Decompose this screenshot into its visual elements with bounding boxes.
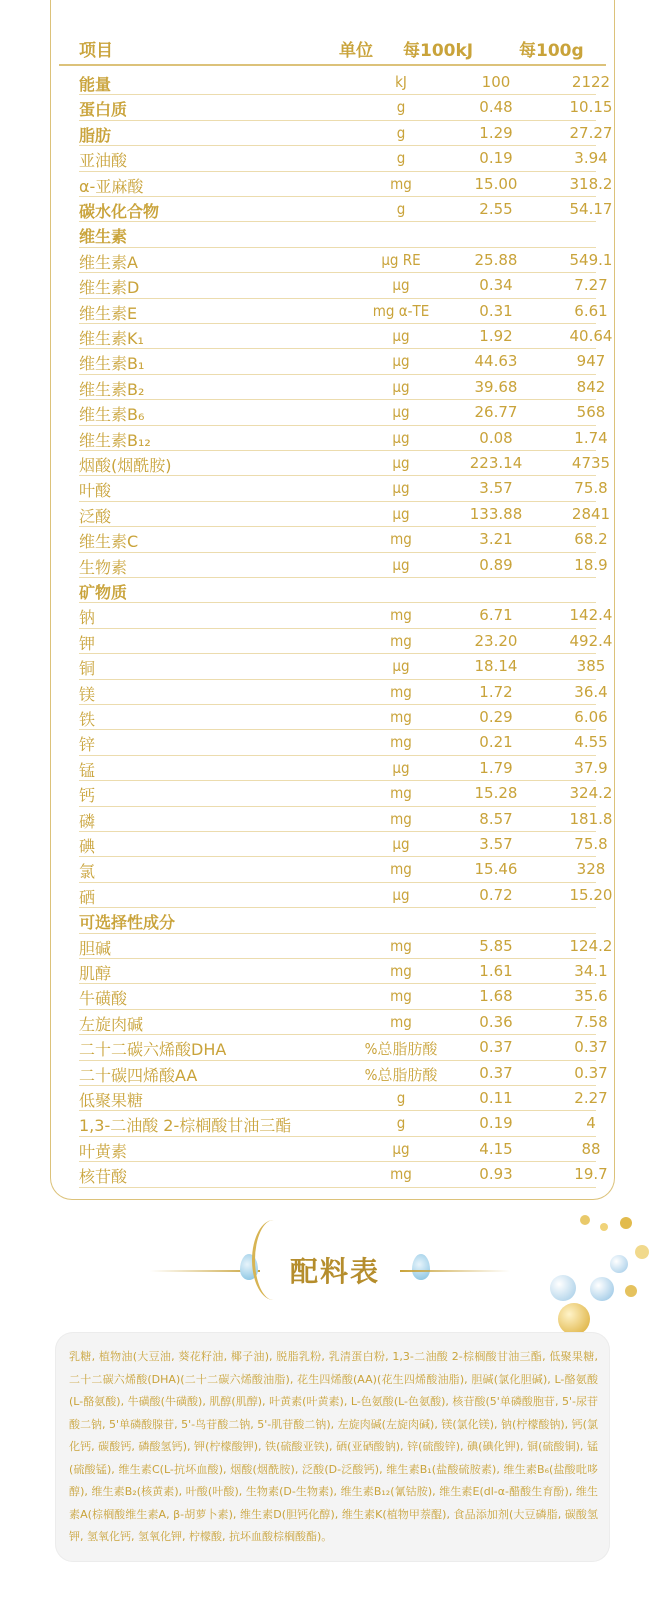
row-per-g: 10.15 <box>569 98 613 117</box>
row-per-g: 88 <box>581 1139 601 1158</box>
row-per-kj: 133.88 <box>469 504 523 523</box>
row-per-g: 324.2 <box>569 784 613 803</box>
row-per-g: 492.4 <box>569 631 613 650</box>
row-name: 硒 <box>79 887 96 907</box>
row-per-kj: 23.20 <box>474 631 518 650</box>
row-name: 维生素D <box>79 278 140 298</box>
row-per-kj: 1.79 <box>479 758 513 777</box>
row-name: 叶黄素 <box>79 1141 128 1161</box>
row-unit: μg <box>392 835 410 853</box>
row-unit: g <box>396 98 406 117</box>
row-per-kj: 5.85 <box>479 936 513 955</box>
table-row <box>51 375 614 400</box>
row-per-kj: 0.93 <box>479 1165 513 1184</box>
row-per-g: 6.61 <box>574 301 608 320</box>
row-unit: mg <box>390 530 412 549</box>
table-row <box>51 629 614 654</box>
row-name: 叶酸 <box>79 481 112 501</box>
row-per-g: 3.94 <box>574 149 608 168</box>
table-row <box>51 1137 614 1162</box>
ingredients-heading <box>150 1240 510 1300</box>
table-row <box>51 730 614 755</box>
row-unit: μg RE <box>381 250 421 269</box>
row-name: 蛋白质 <box>79 100 128 120</box>
row-unit: μg <box>392 1139 410 1158</box>
row-per-g: 318.2 <box>569 174 613 193</box>
row-name: 胆碱 <box>79 938 112 958</box>
row-per-kj: 15.00 <box>474 174 518 193</box>
row-unit: g <box>396 1089 406 1107</box>
table-row <box>51 1086 614 1111</box>
table-row <box>51 273 614 298</box>
row-per-g: 37.9 <box>574 758 608 777</box>
row-per-g: 75.8 <box>574 479 608 498</box>
row-name: 维生素C <box>79 532 139 552</box>
row-name: 钾 <box>79 633 96 653</box>
table-row <box>51 222 614 247</box>
row-name: 烟酸(烟酰胺) <box>79 456 172 475</box>
row-per-kj: 1.68 <box>479 987 513 1006</box>
ingredients-box <box>55 1332 610 1562</box>
table-row <box>51 197 614 222</box>
row-unit: μg <box>392 428 410 447</box>
table-row <box>51 705 614 730</box>
row-name: 钠 <box>79 608 96 628</box>
row-per-kj: 0.37 <box>479 1063 513 1082</box>
table-row <box>51 324 614 349</box>
row-unit: kJ <box>395 73 407 91</box>
row-per-g: 568 <box>576 403 606 422</box>
row-per-kj: 3.57 <box>479 479 513 498</box>
row-per-g: 7.27 <box>574 276 608 295</box>
table-row <box>51 1111 614 1136</box>
table-row <box>51 146 614 171</box>
table-row <box>51 502 614 527</box>
header-divider <box>59 64 606 66</box>
row-name: 生物素 <box>79 557 128 577</box>
row-unit: mg <box>390 708 412 726</box>
table-row <box>51 756 614 781</box>
row-name: 左旋肉碱 <box>79 1014 144 1034</box>
row-per-kj: 25.88 <box>474 250 518 269</box>
row-per-g: 27.27 <box>569 123 613 142</box>
table-row <box>51 426 614 451</box>
row-per-kj: 0.21 <box>479 733 513 752</box>
row-per-kj: 4.15 <box>479 1139 513 1158</box>
row-per-g: 1.74 <box>574 428 608 447</box>
row-unit: μg <box>392 504 410 523</box>
row-name: 铜 <box>79 659 96 679</box>
row-unit: μg <box>392 403 410 422</box>
table-row <box>51 832 614 857</box>
row-name: 磷 <box>79 811 96 831</box>
table-row <box>51 121 614 146</box>
row-name: 镁 <box>79 684 96 704</box>
row-per-g: 0.37 <box>574 1063 608 1082</box>
row-unit: mg <box>390 606 412 625</box>
table-row <box>51 984 614 1009</box>
water-drop-icon <box>412 1254 430 1280</box>
row-per-kj: 18.14 <box>474 657 518 676</box>
row-unit: μg <box>392 479 410 498</box>
row-per-kj: 3.21 <box>479 530 513 549</box>
row-per-g: 6.06 <box>574 708 608 726</box>
table-row <box>51 807 614 832</box>
row-unit: mg <box>390 631 412 650</box>
row-per-g: 75.8 <box>574 835 608 853</box>
row-unit: μg <box>392 352 410 371</box>
row-per-g: 36.4 <box>574 682 608 701</box>
row-unit: μg <box>392 454 410 472</box>
row-name: 核苷酸 <box>79 1167 128 1187</box>
row-unit: μg <box>392 377 410 396</box>
row-per-kj: 8.57 <box>479 809 513 828</box>
row-name: 能量 <box>79 75 112 94</box>
row-name: 氯 <box>79 862 96 882</box>
row-unit: mg α-TE <box>372 301 430 320</box>
ingredients-text: 乳糖, 植物油(大豆油, 葵花籽油, 椰子油), 脱脂乳粉, 乳清蛋白粉, 1,3-二油酸 2-棕榈酸甘油三酯, 低聚果糖, 二十二碳六烯酸(DHA)(二十二碳六烯酸油脂), 花生四烯酸(AA)(花生四烯酸油脂), 胆碱(氯化胆碱), L-酪氨酸(L-酪氨酸), 牛磺酸(牛磺酸), 肌醇(肌醇), 叶黄素(叶黄素), L-色氨酸(L-色氨酸), 核苷酸(5'单磷酸胞苷, 5'-尿苷酸二钠, 5'单磷酸腺苷, 5'-鸟苷酸二钠, 5'-肌苷酸二钠), 左旋肉碱(左旋肉碱), 镁(氯化镁), 钠(柠檬酸钠), 钙(氯化钙, 碳酸钙, 磷酸氢钙), 钾(柠檬酸钾), 铁(硫酸亚铁), 硒(亚硒酸钠), 锌(硫酸锌), 碘(碘化钾), 铜(硫酸铜), 锰(硫酸锰), 维生素C(L-抗坏血酸), 烟酸(烟酰胺), 泛酸(D-泛酸钙), 维生素B₁(盐酸硫胺素), 维生素B₆(盐酸吡哆醇), 维生素B₂(核黄素), 叶酸(叶酸), 生物素(D-生物素), 维生素B₁₂(氰钴胺), 维生素E(dl-α-醋酸生育酚), 维生素A(棕榈酸维生素A, β-胡萝卜素), 维生素D(胆钙化醇), 维生素K(植物甲萘醌), 食品添加剂(大豆磷脂, 碳酸氢钾, 氢氧化钙, 氢氧化钾, 柠檬酸, 抗坏血酸棕榈酸酯)。 <box>69 1350 598 1543</box>
molecule-decoration <box>540 1215 660 1335</box>
row-name: 维生素B₂ <box>79 379 145 399</box>
table-row <box>51 70 614 95</box>
row-per-g: 35.6 <box>574 987 608 1006</box>
table-row <box>51 603 614 628</box>
row-per-kj: 2.55 <box>479 200 513 218</box>
row-per-g: 54.17 <box>569 200 613 218</box>
row-name: 铁 <box>79 710 96 729</box>
row-per-g: 4735 <box>571 454 611 472</box>
row-name: 维生素A <box>79 252 138 272</box>
table-row <box>51 680 614 705</box>
row-divider <box>79 1187 596 1188</box>
row-per-g: 124.2 <box>569 936 613 955</box>
row-name: 维生素B₁ <box>79 354 145 374</box>
row-unit: μg <box>392 327 410 345</box>
row-per-g: 15.20 <box>569 885 613 904</box>
row-per-kj: 0.11 <box>479 1089 513 1107</box>
row-per-g: 2122 <box>571 73 611 91</box>
row-per-kj: 1.92 <box>479 327 513 345</box>
row-unit: μg <box>392 758 410 777</box>
row-per-g: 68.2 <box>574 530 608 549</box>
table-row <box>51 553 614 578</box>
row-name: 矿物质 <box>79 583 128 602</box>
row-name: 脂肪 <box>79 125 112 145</box>
row-per-kj: 0.34 <box>479 276 513 295</box>
row-unit: mg <box>390 784 412 803</box>
row-per-kj: 0.36 <box>479 1012 513 1031</box>
table-row <box>51 349 614 374</box>
row-name: 维生素B₁₂ <box>79 430 151 450</box>
table-row <box>51 95 614 120</box>
row-per-kj: 1.29 <box>479 123 513 142</box>
row-per-kj: 39.68 <box>474 377 518 396</box>
row-per-g: 549.1 <box>569 250 613 269</box>
row-per-g: 328 <box>576 860 606 879</box>
gold-arc-decoration <box>252 1220 295 1300</box>
row-per-g: 842 <box>576 377 606 396</box>
row-unit: g <box>396 123 406 142</box>
table-row <box>51 451 614 476</box>
table-row <box>51 883 614 908</box>
table-header <box>51 0 614 65</box>
row-per-kj: 15.28 <box>474 784 518 803</box>
row-name: 维生素B₆ <box>79 405 145 425</box>
row-per-g: 2.27 <box>574 1089 608 1107</box>
row-per-g: 947 <box>576 352 606 371</box>
row-name: 锌 <box>79 735 96 755</box>
row-per-kj: 44.63 <box>474 352 518 371</box>
row-name: 锰 <box>79 760 96 780</box>
header-per-kj: 每100kJ <box>403 41 474 61</box>
row-per-kj: 6.71 <box>479 606 513 625</box>
row-name: 钙 <box>79 786 96 806</box>
row-per-g: 40.64 <box>569 327 613 345</box>
row-per-kj: 1.61 <box>479 962 513 980</box>
row-per-kj: 0.19 <box>479 1114 513 1133</box>
row-unit: g <box>396 149 406 168</box>
row-unit: mg <box>390 860 412 879</box>
row-name: α-亚麻酸 <box>79 176 144 196</box>
row-name: 维生素K₁ <box>79 329 144 348</box>
row-unit: mg <box>390 174 412 193</box>
row-name: 碘 <box>79 837 96 856</box>
row-per-kj: 0.08 <box>479 428 513 447</box>
row-per-kj: 0.29 <box>479 708 513 726</box>
table-row <box>51 934 614 959</box>
row-unit: mg <box>390 682 412 701</box>
row-unit: g <box>396 200 406 218</box>
row-unit: %总脂肪酸 <box>364 1065 438 1084</box>
row-unit: mg <box>390 987 412 1006</box>
row-name: 低聚果糖 <box>79 1091 144 1110</box>
row-per-kj: 0.31 <box>479 301 513 320</box>
heading-line-right <box>400 1270 510 1272</box>
row-unit: %总脂肪酸 <box>364 1040 438 1059</box>
row-per-g: 181.8 <box>569 809 613 828</box>
row-per-kj: 0.72 <box>479 885 513 904</box>
row-per-g: 4 <box>586 1114 596 1133</box>
row-per-g: 7.58 <box>574 1012 608 1031</box>
table-row <box>51 248 614 273</box>
table-row <box>51 1061 614 1086</box>
row-name: 维生素E <box>79 303 138 323</box>
row-unit: μg <box>392 276 410 295</box>
row-name: 二十碳四烯酸AA <box>79 1065 198 1085</box>
row-per-kj: 3.57 <box>479 835 513 853</box>
row-name: 亚油酸 <box>79 151 128 171</box>
table-row <box>51 172 614 197</box>
row-name: 泛酸 <box>79 506 112 526</box>
row-per-kj: 223.14 <box>469 454 523 472</box>
row-per-kj: 26.77 <box>474 403 518 422</box>
row-unit: mg <box>390 962 412 980</box>
nutrition-table <box>50 0 615 1200</box>
row-name: 碳水化合物 <box>79 202 160 221</box>
row-unit: μg <box>392 657 410 676</box>
row-name: 肌醇 <box>79 964 112 983</box>
table-row <box>51 578 614 603</box>
table-row <box>51 299 614 324</box>
row-per-g: 0.37 <box>574 1038 608 1057</box>
row-per-g: 19.7 <box>574 1165 608 1184</box>
row-unit: mg <box>390 1165 412 1184</box>
row-unit: mg <box>390 1012 412 1031</box>
row-unit: mg <box>390 936 412 955</box>
table-row <box>51 959 614 984</box>
row-per-kj: 15.46 <box>474 860 518 879</box>
row-unit: mg <box>390 733 412 752</box>
row-per-g: 385 <box>576 657 606 676</box>
header-per-g: 每100g <box>519 41 584 61</box>
table-row <box>51 476 614 501</box>
row-name: 可选择性成分 <box>79 913 176 933</box>
row-unit: mg <box>390 809 412 828</box>
row-name: 维生素 <box>79 227 128 247</box>
row-per-kj: 0.89 <box>479 555 513 574</box>
row-unit: μg <box>392 555 410 574</box>
row-per-g: 34.1 <box>574 962 608 980</box>
row-per-g: 142.4 <box>569 606 613 625</box>
row-per-kj: 1.72 <box>479 682 513 701</box>
row-per-g: 4.55 <box>574 733 608 752</box>
ingredients-title: 配料表 <box>290 1255 381 1288</box>
table-row <box>51 527 614 552</box>
row-name: 二十二碳六烯酸DHA <box>79 1040 227 1060</box>
table-row <box>51 1162 614 1187</box>
table-row <box>51 1010 614 1035</box>
row-name: 1,3-二油酸 2-棕榈酸甘油三酯 <box>79 1116 292 1136</box>
table-row <box>51 1035 614 1060</box>
row-unit: g <box>396 1114 406 1133</box>
row-per-kj: 0.37 <box>479 1038 513 1057</box>
row-per-g: 18.9 <box>574 555 608 574</box>
table-row <box>51 857 614 882</box>
row-name: 牛磺酸 <box>79 989 128 1009</box>
header-item: 项目 <box>79 41 113 61</box>
row-per-kj: 0.48 <box>479 98 513 117</box>
table-row <box>51 654 614 679</box>
table-row <box>51 400 614 425</box>
table-row <box>51 908 614 933</box>
header-unit: 单位 <box>339 41 373 61</box>
table-row <box>51 781 614 806</box>
row-per-g: 2841 <box>571 504 611 523</box>
row-unit: μg <box>392 885 410 904</box>
row-per-kj: 0.19 <box>479 149 513 168</box>
row-per-kj: 100 <box>481 73 511 91</box>
